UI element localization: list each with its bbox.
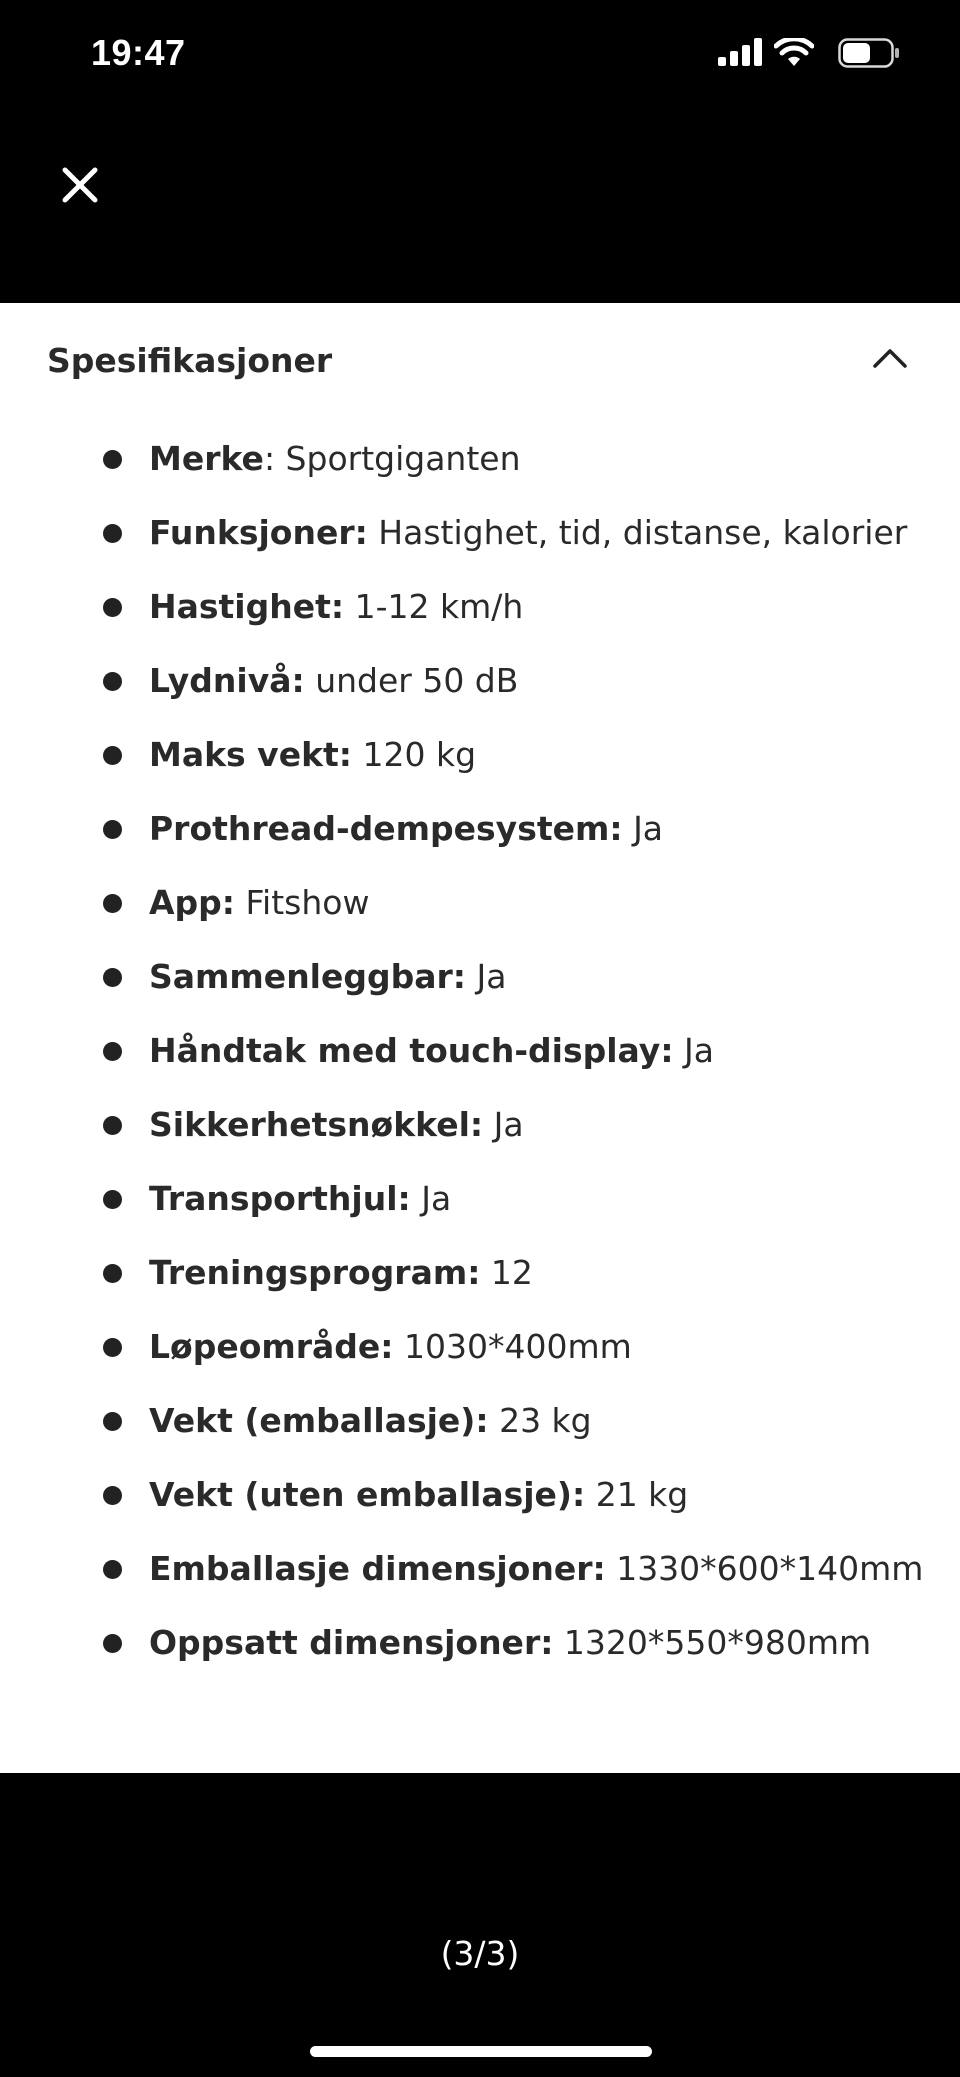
spec-label: Emballasje dimensjoner: — [149, 1549, 606, 1588]
signal-icon — [718, 38, 762, 66]
bullet-icon — [103, 1560, 122, 1579]
spec-item — [0, 1244, 960, 1302]
spec-label: Oppsatt dimensjoner: — [149, 1623, 554, 1662]
bullet-icon — [103, 598, 122, 617]
spec-value: under 50 dB — [304, 661, 519, 700]
spec-label: Løpeområde: — [149, 1327, 394, 1366]
spec-label: Sikkerhetsnøkkel: — [149, 1105, 484, 1144]
spec-value: Ja — [465, 957, 507, 996]
spec-item — [0, 652, 960, 710]
spec-label: Sammenleggbar: — [149, 957, 466, 996]
spec-label: Håndtak med touch-display: — [149, 1031, 674, 1070]
spec-item — [0, 726, 960, 784]
spec-label: Funksjoner: — [149, 513, 368, 552]
bullet-icon — [103, 450, 122, 469]
spec-item — [0, 1614, 960, 1672]
spec-label: Transporthjul: — [149, 1179, 411, 1218]
spec-label: Hastighet: — [149, 587, 345, 626]
spec-item — [0, 578, 960, 636]
spec-list — [0, 430, 960, 1688]
status-bar — [0, 0, 960, 110]
bullet-icon — [103, 524, 122, 543]
spec-item — [0, 948, 960, 1006]
bullet-icon — [103, 1116, 122, 1135]
bullet-icon — [103, 1412, 122, 1431]
spec-item — [0, 1318, 960, 1376]
specifications-accordion-header[interactable] — [0, 303, 960, 423]
bullet-icon — [103, 820, 122, 839]
spec-label: Vekt (uten emballasje): — [149, 1475, 586, 1514]
section-title: Spesifikasjoner — [47, 341, 333, 380]
spec-label: Maks vekt: — [149, 735, 352, 774]
bullet-icon — [103, 1338, 122, 1357]
bullet-icon — [103, 1042, 122, 1061]
spec-item — [0, 504, 960, 562]
spec-value: Hastighet, tid, distanse, kalorier — [367, 513, 908, 552]
spec-item — [0, 1392, 960, 1450]
bullet-icon — [103, 672, 122, 691]
spec-label: App: — [149, 883, 235, 922]
bullet-icon — [103, 1190, 122, 1209]
spec-value: 12 — [480, 1253, 533, 1292]
spec-item — [0, 430, 960, 488]
spec-label: Prothread-dempesystem: — [149, 809, 623, 848]
spec-value: : Sportgiganten — [263, 439, 521, 478]
home-indicator[interactable] — [310, 2046, 652, 2057]
spec-value: Ja — [622, 809, 664, 848]
spec-item — [0, 800, 960, 858]
bullet-icon — [103, 746, 122, 765]
image-counter: (3/3) — [440, 1934, 520, 1973]
bullet-icon — [103, 1264, 122, 1283]
bullet-icon — [103, 894, 122, 913]
spec-value: Ja — [410, 1179, 452, 1218]
spec-item — [0, 1022, 960, 1080]
specifications-panel — [0, 303, 960, 1773]
chevron-up-icon[interactable] — [872, 347, 908, 369]
spec-label: Lydnivå: — [149, 661, 305, 700]
spec-item — [0, 1540, 960, 1598]
spec-item — [0, 874, 960, 932]
spec-value: Ja — [673, 1031, 714, 1070]
spec-label: Vekt (emballasje): — [149, 1401, 489, 1440]
battery-icon — [838, 38, 900, 68]
wifi-icon — [774, 38, 814, 68]
spec-value: 23 kg — [488, 1401, 592, 1440]
spec-item — [0, 1096, 960, 1154]
spec-value: Ja — [483, 1105, 524, 1144]
spec-value: 1330*600*140mm — [605, 1549, 924, 1588]
bullet-icon — [103, 968, 122, 987]
spec-label: Merke — [149, 439, 264, 478]
close-icon — [61, 166, 99, 204]
spec-value: 1-12 km/h — [344, 587, 524, 626]
spec-value: 120 kg — [352, 735, 477, 774]
spec-value: 1320*550*980mm — [553, 1623, 872, 1662]
close-button[interactable] — [50, 155, 110, 215]
spec-value: 21 kg — [585, 1475, 689, 1514]
status-time: 19:47 — [91, 32, 186, 73]
bullet-icon — [103, 1486, 122, 1505]
bullet-icon — [103, 1634, 122, 1653]
spec-value: 1030*400mm — [393, 1327, 632, 1366]
spec-item — [0, 1170, 960, 1228]
spec-label: Treningsprogram: — [149, 1253, 481, 1292]
spec-item — [0, 1466, 960, 1524]
spec-value: Fitshow — [234, 883, 370, 922]
